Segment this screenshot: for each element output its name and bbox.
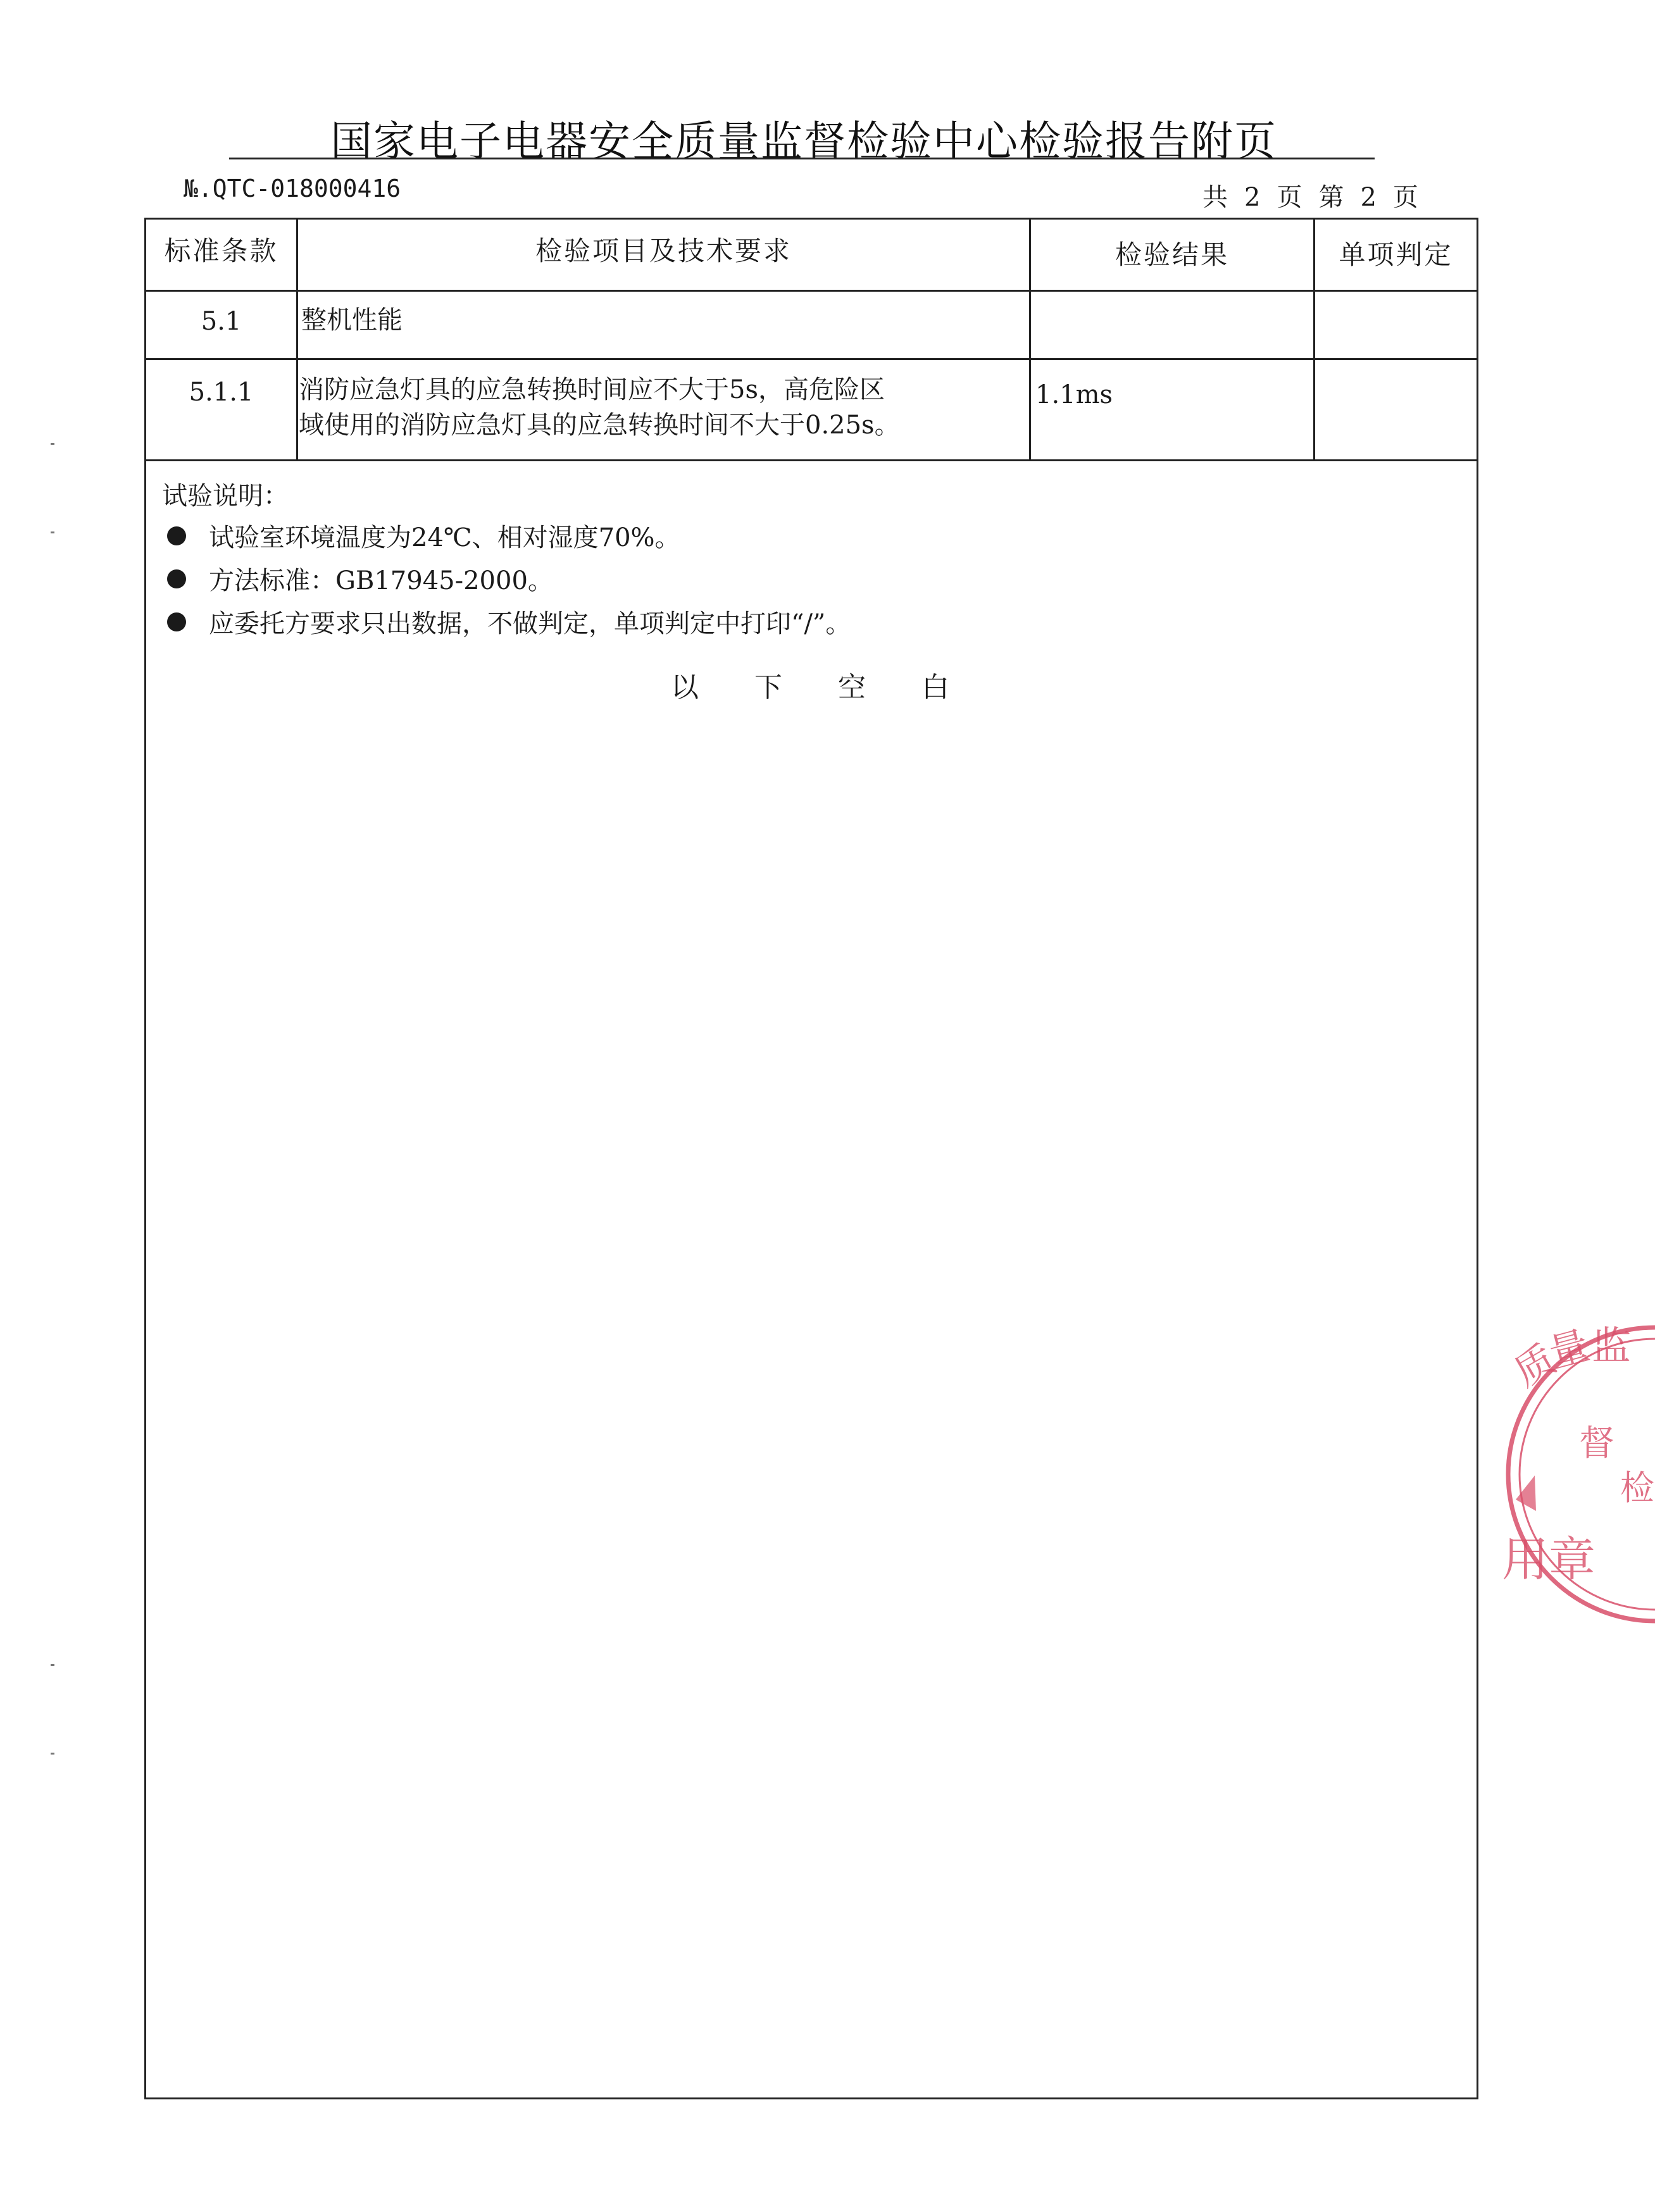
svg-text:用章: 用章 [1502,1532,1596,1587]
blank-marker-char: 下 [754,671,782,704]
column-header-clause: 标准条款 [164,235,278,266]
test-note-item [162,518,680,554]
svg-text:监: 监 [1592,1322,1632,1369]
row-2-clause: 5.1.1 [189,378,254,407]
title-underline [229,158,1375,159]
svg-text:督: 督 [1579,1423,1614,1464]
page-count-total-label: 共 [1202,183,1228,212]
row-2-result: 1.1ms [1035,380,1113,409]
test-note-text: 试验室环境温度为24℃、相对湿度70%。 [209,523,680,552]
bullet-icon [167,569,186,588]
page-title: 国家电子电器安全质量监督检验中心检验报告附页 [330,117,1277,166]
row-1-clause: 5.1 [201,307,242,336]
test-note-item [162,561,553,597]
scan-mark [51,1753,54,1755]
page-count [1202,177,1418,213]
bullet-icon [167,612,186,631]
report-table-frame [144,218,1478,2099]
test-notes-title: 试验说明： [162,482,289,511]
bullet-icon [167,526,186,545]
table-rule-row-2 [144,459,1478,461]
blank-marker-char: 白 [921,671,949,704]
test-note-item [162,604,851,640]
scan-mark [51,1664,54,1666]
column-header-result: 检验结果 [1115,239,1229,270]
page-count-current: 2 [1360,183,1377,212]
row-2-requirement-line-1: 消防应急灯具的应急转换时间应不大于5s，高危险区 [299,375,885,404]
row-1-requirement: 整机性能 [301,306,403,335]
row-2-requirement [299,372,1027,443]
test-note-text: 应委托方要求只出数据，不做判定，单项判定中打印“/”。 [209,609,851,638]
inspection-seal-stamp [1490,1310,1655,1639]
scan-mark [51,531,54,533]
page-count-total: 2 [1244,183,1261,212]
table-rule-header [144,290,1478,292]
table-rule-row-1 [144,358,1478,360]
row-2-requirement-line-2: 域使用的消防应急灯具的应急转换时间不大于0.25s。 [299,411,900,440]
svg-text:检: 检 [1620,1468,1654,1508]
blank-below-marker [671,664,1005,705]
svg-text:质: 质 [1506,1336,1564,1396]
svg-text:量: 量 [1544,1321,1594,1377]
column-header-judgement: 单项判定 [1339,239,1453,270]
scan-mark [51,443,54,445]
page-count-current-unit: 页 [1392,183,1418,212]
blank-marker-char: 以 [671,671,699,704]
report-number: №.QTC-018000416 [184,175,401,202]
test-note-text: 方法标准：GB17945-2000。 [209,566,553,595]
page-count-total-unit: 页 [1277,183,1302,212]
column-header-requirement: 检验项目及技术要求 [535,235,792,266]
blank-marker-char: 空 [838,671,866,704]
page-count-current-label: 第 [1318,183,1344,212]
